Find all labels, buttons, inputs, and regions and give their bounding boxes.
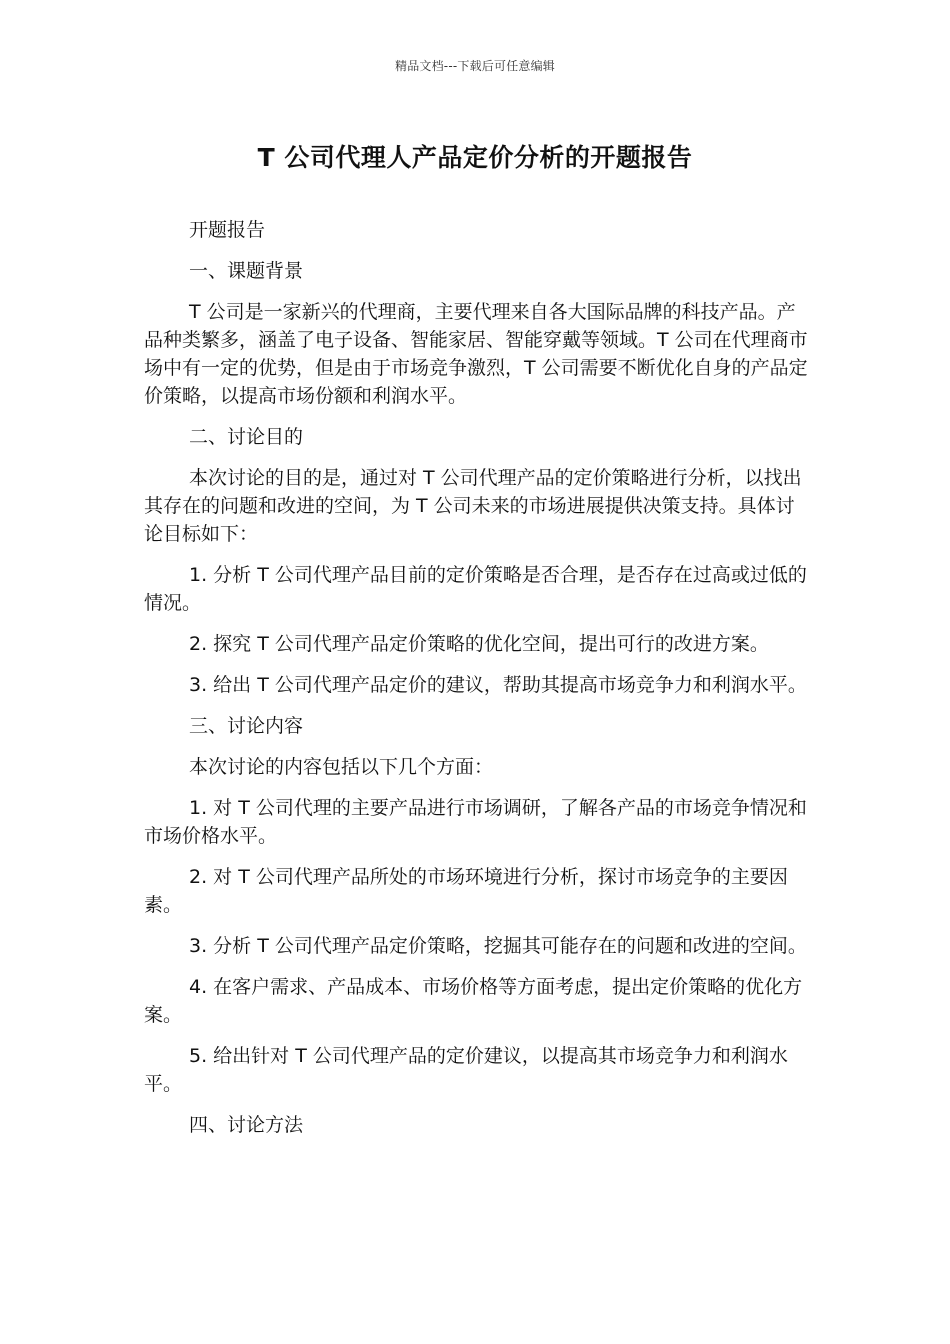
section-heading-method: 四、讨论方法: [189, 1114, 304, 1136]
content-item-2: 2. 对 T 公司代理产品所处的市场环境进行分析，探讨市场竞争的主要因素。: [144, 866, 788, 916]
content-item-3: 3. 分析 T 公司代理产品定价策略，挖掘其可能存在的问题和改进的空间。: [189, 935, 807, 957]
content-item-5: 5. 给出针对 T 公司代理产品的定价建议，以提高其市场竞争力和利润水平。: [144, 1045, 788, 1095]
purpose-item-1: 1. 分析 T 公司代理产品目前的定价策略是否合理，是否存在过高或过低的情况。: [144, 564, 807, 614]
purpose-item-2: 2. 探究 T 公司代理产品定价策略的优化空间，提出可行的改进方案。: [189, 633, 769, 655]
document-body: [144, 216, 810, 1152]
header-note: 精品文档---下载后可任意编辑: [395, 59, 555, 73]
paragraph-content-intro: 本次讨论的内容包括以下几个方面：: [189, 756, 494, 778]
paragraph-purpose: 本次讨论的目的是，通过对 T 公司代理产品的定价策略进行分析，以找出其存在的问题和改进的空间，为 T 公司未来的市场进展提供决策支持。具体讨论目标如下：: [144, 467, 802, 545]
paragraph-background: T 公司是一家新兴的代理商，主要代理来自各大国际品牌的科技产品。产品种类繁多，涵盖了电子设备、智能家居、智能穿戴等领域。T 公司在代理商市场中有一定的优势，但是由于市场竞争激烈，T 公司需要不断优化自身的产品定价策略，以提高市场份额和利润水平。: [144, 301, 808, 407]
section-heading-purpose: 二、讨论目的: [189, 426, 304, 448]
section-label-report: 开题报告: [189, 219, 266, 241]
section-heading-background: 一、课题背景: [189, 260, 304, 282]
content-item-1: 1. 对 T 公司代理的主要产品进行市场调研，了解各产品的市场竞争情况和市场价格水平。: [144, 797, 807, 847]
document-title: T 公司代理人产品定价分析的开题报告: [257, 143, 693, 172]
content-item-4: 4. 在客户需求、产品成本、市场价格等方面考虑，提出定价策略的优化方案。: [144, 976, 803, 1026]
purpose-item-3: 3. 给出 T 公司代理产品定价的建议，帮助其提高市场竞争力和利润水平。: [189, 674, 807, 696]
section-heading-content: 三、讨论内容: [189, 715, 304, 737]
